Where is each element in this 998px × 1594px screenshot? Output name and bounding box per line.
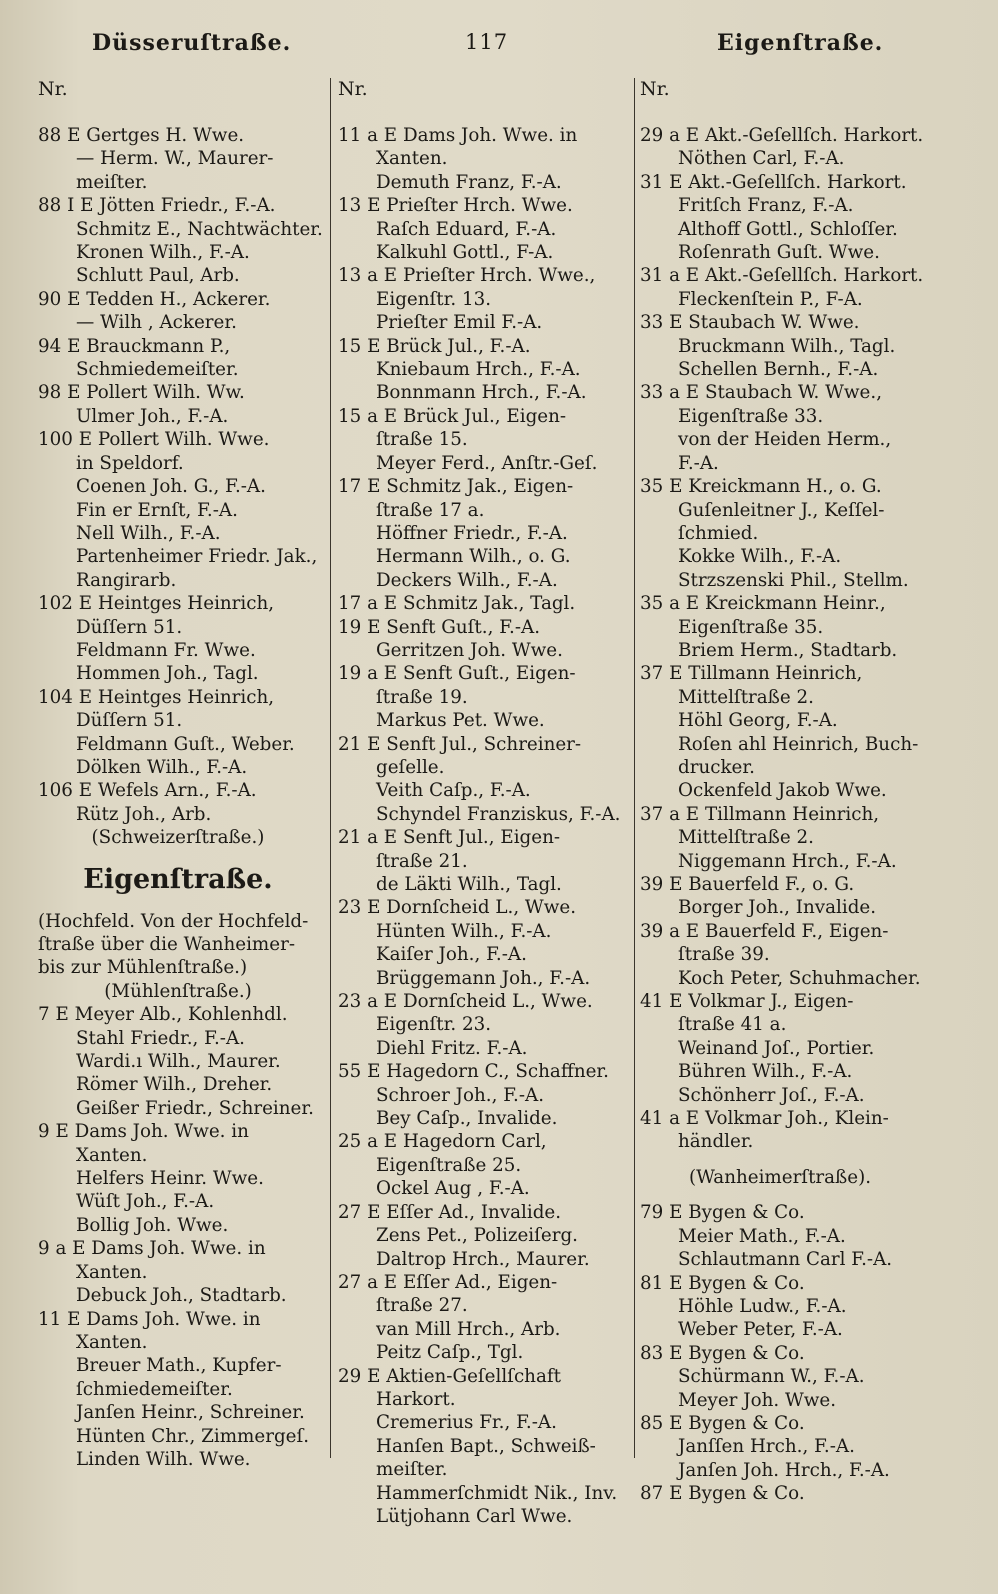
directory-line: drucker. xyxy=(678,756,755,778)
directory-line: (Schweizerſtraße.) xyxy=(91,827,265,849)
directory-line: Schellen Bernh., F.-A. xyxy=(678,359,879,381)
directory-line: (Hochfeld. Von der Hochfeld- xyxy=(38,910,309,932)
directory-line: 11 a E Dams Joh. Wwe. in xyxy=(338,125,578,146)
directory-line: Kronen Wilh., F.-A. xyxy=(76,242,250,264)
directory-line: 13 E Prieſter Hrch. Wwe. xyxy=(338,195,573,217)
directory-line: Ockenfeld Jakob Wwe. xyxy=(678,780,887,802)
column-2 xyxy=(338,78,638,1528)
directory-line: Schlutt Paul, Arb. xyxy=(76,265,240,287)
directory-line: 17 E Schmitz Jak., Eigen- xyxy=(338,476,574,498)
directory-line: 100 E Pollert Wilh. Wwe. xyxy=(38,429,270,451)
directory-line: 31 E Akt.-Geſellſch. Harkort. xyxy=(640,171,907,193)
directory-line: Römer Wilh., Dreher. xyxy=(76,1074,273,1096)
directory-line: Rangirarb. xyxy=(76,569,177,591)
directory-line: 27 a E Eſſer Ad., Eigen- xyxy=(338,1271,558,1293)
directory-line: Wardi.ı Wilh., Maurer. xyxy=(76,1051,281,1073)
directory-line: meiſter. xyxy=(76,171,148,193)
directory-line: ſtraße 41 a. xyxy=(678,1014,787,1036)
directory-line: Höffner Friedr., F.-A. xyxy=(376,522,568,544)
directory-line: Debuck Joh., Stadtarb. xyxy=(76,1285,287,1307)
directory-line: Gerritzen Joh. Wwe. xyxy=(376,639,563,661)
directory-line: Xanten. xyxy=(76,1261,148,1283)
directory-line: Harkort. xyxy=(376,1388,456,1410)
directory-line: von der Heiden Herm., xyxy=(678,429,892,451)
section-heading: Eigenſtraße. xyxy=(83,863,273,895)
directory-line: Eigenſtr. 23. xyxy=(376,1014,492,1036)
directory-line: Raſch Eduard, F.-A. xyxy=(376,218,557,240)
directory-line: 106 E Wefels Arn., F.-A. xyxy=(38,780,257,802)
directory-line: 11 E Dams Joh. Wwe. in xyxy=(38,1308,261,1330)
directory-line: 79 E Bygen & Co. xyxy=(640,1202,805,1224)
directory-line: ſtraße 39. xyxy=(678,944,770,966)
directory-line: Schroer Joh., F.-A. xyxy=(376,1084,545,1106)
header-left-street: Düsseruſtraße. xyxy=(92,30,292,56)
directory-line: 81 E Bygen & Co. xyxy=(640,1272,805,1294)
directory-line: 94 E Brauckmann P., xyxy=(38,335,231,357)
directory-line: Meier Math., F.-A. xyxy=(678,1225,846,1247)
directory-line: Demuth Franz, F.-A. xyxy=(376,171,562,193)
directory-line: Weinand Joſ., Portier. xyxy=(678,1037,875,1059)
header-right-street: Eigenſtraße. xyxy=(717,30,884,56)
directory-line: Mittelſtraße 2. xyxy=(678,686,814,708)
directory-line: 55 E Hagedorn C., Schaffner. xyxy=(338,1061,609,1083)
directory-line: in Speldorf. xyxy=(76,452,184,474)
directory-line: Bühren Wilh., F.-A. xyxy=(678,1061,853,1083)
directory-line: 9 a E Dams Joh. Wwe. in xyxy=(38,1238,266,1260)
directory-line: Zens Pet., Polizeiſerg. xyxy=(376,1225,578,1247)
directory-line: Xanten. xyxy=(76,1331,148,1353)
directory-line: ſtraße 19. xyxy=(376,686,468,708)
directory-line: 21 E Senft Jul., Schreiner- xyxy=(338,733,582,755)
page-number: 117 xyxy=(465,30,509,54)
directory-line: Höhl Georg, F.-A. xyxy=(678,710,838,732)
directory-line: Kniebaum Hrch., F.-A. xyxy=(376,359,581,381)
directory-line: 104 E Heintges Heinrich, xyxy=(38,686,275,708)
directory-line: — Herm. W., Maurer- xyxy=(76,148,274,170)
directory-line: Hermann Wilh., o. G. xyxy=(376,546,571,568)
directory-line: Janſſen Hrch., F.-A. xyxy=(678,1436,855,1458)
directory-line: 98 E Pollert Wilh. Ww. xyxy=(38,382,245,404)
directory-line: Ulmer Joh., F.-A. xyxy=(76,405,229,427)
directory-line: Althoff Gottl., Schloſſer. xyxy=(678,218,898,240)
directory-line: 90 E Tedden H., Ackerer. xyxy=(38,288,271,310)
directory-line: 35 E Kreickmann H., o. G. xyxy=(640,476,882,498)
directory-line: Bey Caſp., Invalide. xyxy=(376,1108,558,1130)
directory-line: 15 a E Brück Jul., Eigen- xyxy=(338,405,567,427)
directory-line: ſtraße über die Wanheimer- xyxy=(38,934,295,955)
directory-line: Veith Caſp., F.-A. xyxy=(376,780,531,802)
directory-line: Ockel Aug , F.-A. xyxy=(376,1178,530,1200)
directory-line: Strzszenski Phil., Stellm. xyxy=(678,569,909,591)
spacer xyxy=(640,1189,940,1201)
directory-line: ſtraße 21. xyxy=(376,850,468,872)
directory-line: van Mill Hrch., Arb. xyxy=(376,1318,561,1340)
directory-line: Meyer Ferd., Anſtr.-Geſ. xyxy=(376,452,598,474)
directory-line: Prieſter Emil F.-A. xyxy=(376,312,543,334)
directory-line: 35 a E Kreickmann Heinr., xyxy=(640,593,886,615)
directory-line: Schürmann W., F.-A. xyxy=(678,1366,865,1388)
directory-line: Eigenſtr. 13. xyxy=(376,288,492,310)
directory-line: Kaiſer Joh., F.-A. xyxy=(376,944,527,966)
directory-line: — Wilh , Ackerer. xyxy=(76,312,237,334)
directory-line: ſtraße 17 a. xyxy=(376,499,485,521)
directory-line: Janſen Heinr., Schreiner. xyxy=(76,1402,305,1424)
directory-line: Roſenrath Guſt. Wwe. xyxy=(678,242,880,264)
directory-line: 33 a E Staubach W. Wwe., xyxy=(640,382,883,404)
directory-line: Nell Wilh., F.-A. xyxy=(76,522,221,544)
directory-line: Eigenſtraße 35. xyxy=(678,616,824,638)
directory-line: Fleckenſtein P., F-A. xyxy=(678,288,863,310)
directory-line: Bonnmann Hrch., F.-A. xyxy=(376,382,587,404)
column-nr-label: Nr. xyxy=(338,78,368,100)
directory-line: Schmitz E., Nachtwächter. xyxy=(76,218,323,240)
directory-line: Janſen Joh. Hrch., F.-A. xyxy=(678,1459,890,1481)
directory-line: 33 E Staubach W. Wwe. xyxy=(640,312,860,334)
directory-line: Feldmann Fr. Wwe. xyxy=(76,639,256,661)
directory-line: 31 a E Akt.-Geſellſch. Harkort. xyxy=(640,265,924,287)
directory-line: 7 E Meyer Alb., Kohlenhdl. xyxy=(38,1004,288,1026)
directory-line: Schmiedemeiſter. xyxy=(76,359,239,381)
directory-line: ſchmiedemeiſter. xyxy=(76,1378,233,1400)
directory-line: Hünten Wilh., F.-A. xyxy=(376,920,552,942)
directory-line: Düſſern 51. xyxy=(76,710,183,732)
directory-line: 21 a E Senft Jul., Eigen- xyxy=(338,827,561,849)
directory-line: Diehl Fritz. F.-A. xyxy=(376,1037,528,1059)
directory-line: Deckers Wilh., F.-A. xyxy=(376,569,558,591)
directory-line: 29 E Aktien-Geſellſchaft xyxy=(338,1365,561,1387)
directory-line: 41 a E Volkmar Joh., Klein- xyxy=(640,1108,889,1130)
directory-line: Wüſt Joh., F.-A. xyxy=(76,1191,215,1213)
directory-line: Höhle Ludw., F.-A. xyxy=(678,1295,847,1317)
directory-line: 13 a E Prieſter Hrch. Wwe., xyxy=(338,265,596,287)
directory-line: Kokke Wilh., F.-A. xyxy=(678,546,842,568)
directory-line: Hanſen Bapt., Schweiß- xyxy=(376,1435,596,1457)
directory-line: Hünten Chr., Zimmergeſ. xyxy=(76,1425,310,1447)
directory-line: Xanten. xyxy=(76,1144,148,1166)
directory-line: händler. xyxy=(678,1131,754,1153)
column-1 xyxy=(38,78,338,1471)
directory-line: Schyndel Franziskus, F.-A. xyxy=(376,803,621,825)
directory-line: Markus Pet. Wwe. xyxy=(376,710,545,732)
directory-line: 9 E Dams Joh. Wwe. in xyxy=(38,1121,249,1143)
directory-line: 19 E Senft Guſt., F.-A. xyxy=(338,616,541,638)
directory-line: Xanten. xyxy=(376,148,448,170)
directory-line: 102 E Heintges Heinrich, xyxy=(38,593,275,615)
directory-line: Mittelſtraße 2. xyxy=(678,827,814,849)
directory-line: ſtraße 15. xyxy=(376,429,468,451)
directory-line: Breuer Math., Kupfer- xyxy=(76,1355,282,1377)
directory-line: (Mühlenſtraße.) xyxy=(104,980,252,1002)
directory-line: 17 a E Schmitz Jak., Tagl. xyxy=(338,593,576,615)
directory-line: Dölken Wilh., F.-A. xyxy=(76,756,248,778)
directory-line: Fin er Ernſt, F.-A. xyxy=(76,499,238,521)
directory-line: 41 E Volkmar J., Eigen- xyxy=(640,991,854,1013)
directory-line: Geißer Friedr., Schreiner. xyxy=(76,1097,314,1119)
directory-line: Bruckmann Wilh., Tagl. xyxy=(678,335,896,357)
directory-line: Meyer Joh. Wwe. xyxy=(678,1389,837,1411)
directory-line: bis zur Mühlenſtraße.) xyxy=(38,957,248,979)
directory-line: de Läkti Wilh., Tagl. xyxy=(376,874,562,895)
directory-line: Weber Peter, F.-A. xyxy=(678,1319,843,1341)
directory-line: Eigenſtraße 25. xyxy=(376,1154,522,1176)
directory-line: 37 a E Tillmann Heinrich, xyxy=(640,803,880,825)
directory-line: Helfers Heinr. Wwe. xyxy=(76,1168,264,1190)
directory-line: Cremerius Fr., F.-A. xyxy=(376,1412,557,1434)
directory-line: Borger Joh., Invalide. xyxy=(678,897,877,919)
directory-line: ſtraße 27. xyxy=(376,1295,468,1317)
directory-line: Briem Herm., Stadtarb. xyxy=(678,639,898,661)
directory-line: 15 E Brück Jul., F.-A. xyxy=(338,335,531,357)
column-nr-label: Nr. xyxy=(38,78,68,100)
directory-line: 29 a E Akt.-Geſellſch. Harkort. xyxy=(640,125,924,146)
directory-line: Daltrop Hrch., Maurer. xyxy=(376,1248,590,1270)
directory-line: Düſſern 51. xyxy=(76,616,183,638)
directory-line: Bollig Joh. Wwe. xyxy=(76,1214,229,1236)
directory-line: (Wanheimerſtraße). xyxy=(688,1166,872,1188)
directory-line: Niggemann Hrch., F.-A. xyxy=(678,850,897,872)
directory-line: 83 E Bygen & Co. xyxy=(640,1342,805,1364)
column-nr-label: Nr. xyxy=(640,78,670,100)
directory-line: Fritſch Franz, F.-A. xyxy=(678,195,854,217)
directory-line: Hommen Joh., Tagl. xyxy=(76,663,259,685)
directory-line: 88 E Gertges H. Wwe. xyxy=(38,125,245,146)
directory-line: 88 I E Jötten Friedr., F.-A. xyxy=(38,195,276,217)
directory-line: 23 a E Dornſcheid L., Wwe. xyxy=(338,991,593,1013)
directory-line: ſchmied. xyxy=(678,522,759,544)
column-3 xyxy=(640,78,940,1506)
directory-line: Linden Wilh. Wwe. xyxy=(76,1448,251,1470)
directory-line: Lütjohann Carl Wwe. xyxy=(376,1505,573,1527)
spacer xyxy=(640,1154,940,1166)
directory-line: Stahl Friedr., F.-A. xyxy=(76,1027,245,1049)
directory-line: Koch Peter, Schuhmacher. xyxy=(678,967,921,989)
directory-line: Roſen ahl Heinrich, Buch- xyxy=(678,733,919,755)
directory-line: 23 E Dornſcheid L., Wwe. xyxy=(338,897,577,919)
directory-line: 25 a E Hagedorn Carl, xyxy=(338,1131,547,1153)
directory-line: 87 E Bygen & Co. xyxy=(640,1483,805,1505)
directory-line: Coenen Joh. G., F.-A. xyxy=(76,476,266,498)
directory-line: 27 E Eſſer Ad., Invalide. xyxy=(338,1201,562,1223)
directory-line: Schönherr Joſ., F.-A. xyxy=(678,1084,865,1106)
directory-line: 85 E Bygen & Co. xyxy=(640,1412,805,1434)
directory-line: Hammerſchmidt Nik., Inv. xyxy=(376,1482,618,1504)
directory-line: 39 E Bauerfeld F., o. G. xyxy=(640,874,855,895)
directory-line: Feldmann Guſt., Weber. xyxy=(76,733,295,755)
directory-line: Schlautmann Carl F.-A. xyxy=(678,1249,893,1271)
directory-line: Rütz Joh., Arb. xyxy=(76,803,212,825)
directory-line: geſelle. xyxy=(376,756,445,778)
directory-line: 37 E Tillmann Heinrich, xyxy=(640,663,863,685)
directory-line: Eigenſtraße 33. xyxy=(678,405,824,427)
directory-line: F.-A. xyxy=(678,452,719,474)
directory-line: 19 a E Senft Guſt., Eigen- xyxy=(338,663,576,685)
directory-line: Guſenleitner J., Keſſel- xyxy=(678,499,885,521)
directory-line: Kalkuhl Gottl., F-A. xyxy=(376,242,554,264)
directory-line: 39 a E Bauerfeld F., Eigen- xyxy=(640,920,889,942)
directory-line: Brüggemann Joh., F.-A. xyxy=(376,967,591,989)
directory-line: Nöthen Carl, F.-A. xyxy=(678,148,845,170)
directory-line: Partenheimer Friedr. Jak., xyxy=(76,546,318,568)
directory-line: meiſter. xyxy=(376,1459,448,1481)
directory-line: Peitz Caſp., Tgl. xyxy=(376,1342,524,1364)
